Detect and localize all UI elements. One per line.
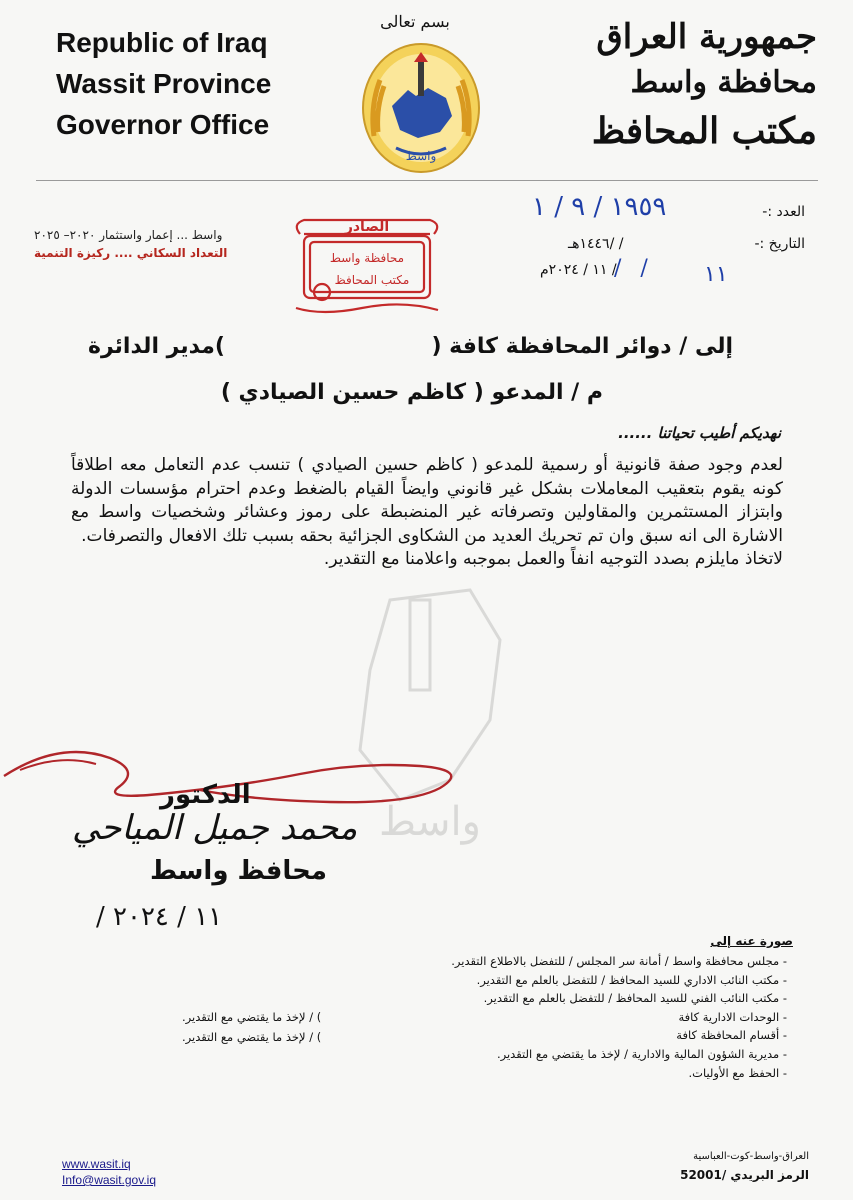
date-label: التاريخ :- <box>754 236 805 252</box>
postal-code: الرمز البريدي /52001 <box>680 1168 809 1182</box>
copies-item: - الوحدات الادارية كافة <box>678 1009 787 1024</box>
copies-list <box>407 952 787 1082</box>
body-paragraph-1: لعدم وجود صفة قانونية أو رسمية للمدعو ( كاظم حسين الصيادي ) تنسب عدم التعامل معه اطلاقاً كونه يقوم بتعقيب المعاملات بشكل غير قانوني وايضاً القيام بالضغط وعدم احترام مؤسسات الدولة وابتزاز المستثمرين والمقاولين وتصرفاته غير المنضبطة على رموز وعشائر وشخصيات واسط مع الاشارة الى انه سبق وان تم تحريك العديد من الشكاوى الجزائية بحقه بسبب تلك الافعال والتصرفات. <box>71 455 783 546</box>
email-link[interactable]: Info@wasit.gov.iq <box>62 1173 157 1187</box>
recipient-suffix: )مدير الدائرة <box>88 334 225 359</box>
handwritten-month-mark: / / <box>614 256 654 281</box>
gregorian-date: / ١١ / ٢٠٢٤م <box>540 262 617 278</box>
english-letterhead <box>56 22 271 145</box>
arabic-line-country: جمهورية العراق <box>596 17 817 57</box>
stamp-line-1: محافظة واسط <box>329 251 405 265</box>
arabic-line-office: مكتب المحافظ <box>591 110 817 152</box>
number-label: العدد :- <box>762 204 805 220</box>
signature-date: / ١١ / ٢٠٢٤ <box>96 902 223 932</box>
greeting: نهديكم أطيب تحياتنا ...... <box>618 424 781 442</box>
subject-line: م / المدعو ( كاظم حسين الصيادي ) <box>220 380 603 405</box>
copies-title: صورة عنه إلى <box>710 934 793 948</box>
handwritten-reference-number: ١٩٥٩ / ٩ / ١ <box>532 192 667 222</box>
copies-item: - أقسام المحافظة كافة <box>676 1028 787 1043</box>
english-line-country: Republic of Iraq <box>56 27 268 58</box>
emblem-caption: واسط <box>405 149 437 163</box>
footer-links <box>62 1156 156 1188</box>
english-line-province: Wassit Province <box>56 68 272 99</box>
copies-item: - مكتب النائب الفني للسيد المحافظ / للتفضل بالعلم مع التقدير. <box>483 991 787 1006</box>
copies-item: - مجلس محافظة واسط / أمانة سر المجلس / للتفضل بالاطلاع التقدير. <box>451 954 787 968</box>
website-link[interactable]: www.wasit.iq <box>62 1157 131 1171</box>
arabic-letterhead <box>592 14 817 156</box>
signatory-name: محمد جميل المياحي <box>72 808 358 848</box>
copies-item: - الحفظ مع الأوليات. <box>688 1065 787 1080</box>
copies-item: - مديرية الشؤون المالية والادارية / لإخذ ما يقتضي مع التقدير. <box>496 1046 787 1061</box>
signatory-title: الدكتور <box>160 780 251 810</box>
arabic-line-province: محافظة واسط <box>630 65 817 100</box>
english-line-office: Governor Office <box>56 109 270 140</box>
stamp-banner: الصادر <box>344 219 390 235</box>
letter-body <box>71 454 783 572</box>
header-divider <box>36 180 818 181</box>
stamp-line-2: مكتب المحافظ <box>334 273 410 287</box>
basmala: بسم تعالى <box>380 12 450 31</box>
recipient-line: إلى / دوائر المحافظة كافة ( <box>431 334 733 359</box>
copies-side-note: ) / لإخذ ما يقتضي مع التقدير. <box>182 1010 322 1024</box>
body-paragraph-2: لاتخاذ مايلزم بصدد التوجيه انفاً والعمل بموجبه واعلامنا مع التقدير. <box>323 549 783 569</box>
signatory-role: محافظ واسط <box>150 856 327 886</box>
footer-address <box>680 1148 809 1184</box>
slogan-line-2: التعداد السكاني .... ركيزة التنمية <box>34 246 228 260</box>
handwritten-day: ١١ <box>704 262 728 287</box>
copies-item: - مكتب النائب الاداري للسيد المحافظ / للتفضل بالعلم مع التقدير. <box>476 972 787 987</box>
hijri-date: / /١٤٤٦هـ <box>568 236 624 252</box>
watermark-caption: واسط <box>379 799 481 845</box>
slogan-block <box>34 226 284 262</box>
wasit-emblem-icon <box>356 36 486 176</box>
outgoing-stamp <box>282 212 452 322</box>
copies-side-note: ) / لإخذ ما يقتضي مع التقدير. <box>182 1030 322 1044</box>
slogan-line-1: واسط ... إعمار واستثمار ٢٠٢٠– ٢٠٢٥ <box>34 228 223 242</box>
address-line: العراق-واسط-كوت-العباسية <box>693 1151 809 1162</box>
